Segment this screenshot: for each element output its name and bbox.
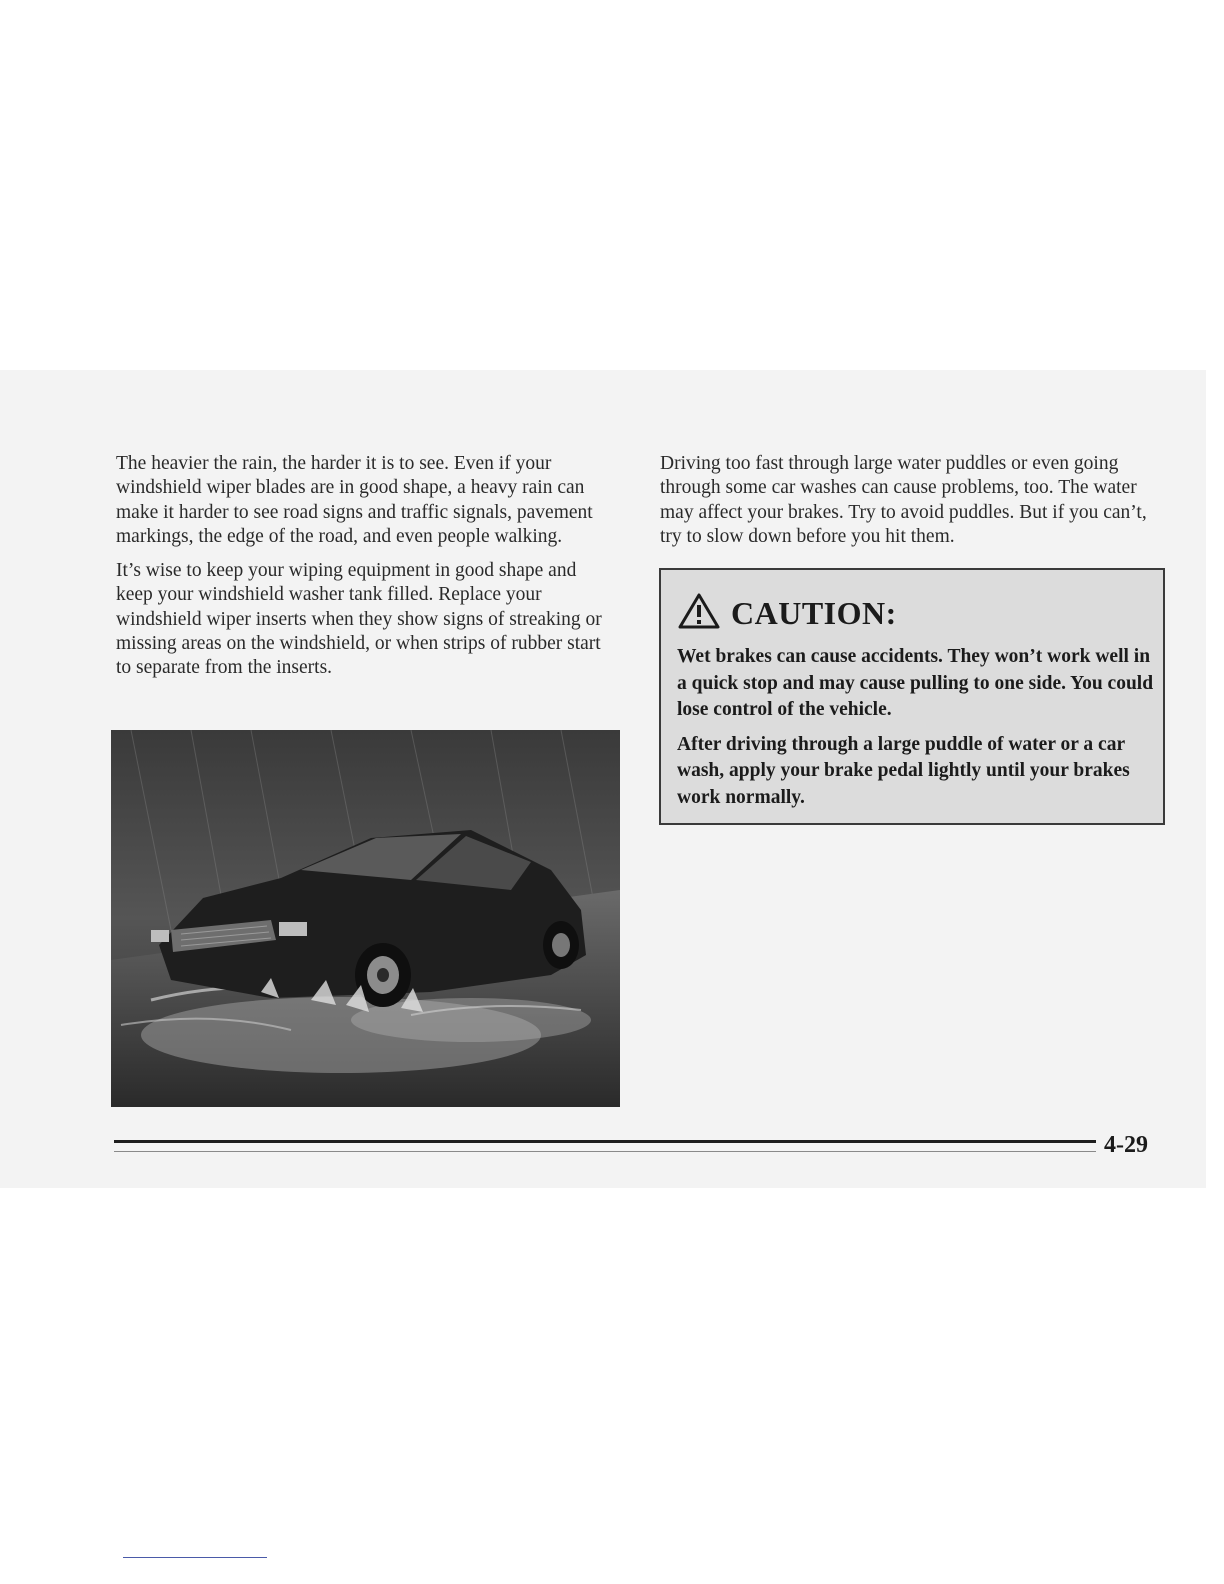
caution-body [677, 644, 1157, 819]
wiper-maintenance-paragraph: It’s wise to keep your wiping equipment in good shape and keep your windshield washer tank filled. Replace your windshield wiper inserts when they show signs of streaking or missing areas on the windshield, or when strips of rubber start to separate from the inserts. [116, 560, 602, 679]
bottom-divider [123, 1557, 267, 1558]
car-puddle-illustration [111, 730, 620, 1107]
caution-paragraph: Wet brakes can cause accidents. They won’t work well in a quick stop and may cause pulling to one side. You could lose control of the vehicle. [677, 646, 1154, 720]
caution-box [659, 568, 1165, 825]
right-column [660, 452, 1172, 559]
footer-rule [114, 1151, 1096, 1152]
footer-rule [114, 1140, 1096, 1143]
warning-triangle-icon [677, 592, 721, 635]
page-number: 4-29 [1104, 1132, 1148, 1158]
puddle-driving-paragraph: Driving too fast through large water puddles or even going through some car washes can cause problems, too. The water may affect your brakes. Try to avoid puddles. But if you can’t, try to slow down before you hit them. [660, 453, 1147, 547]
rain-visibility-paragraph: The heavier the rain, the harder it is to see. Even if your windshield wiper blades are in good shape, a heavy rain can make it harder to see road signs and traffic signals, pavement markings, the edge of the road, and even people walking. [116, 453, 593, 547]
caution-paragraph: After driving through a large puddle of water or a car wash, apply your brake pedal lightly until your brakes work normally. [677, 733, 1130, 808]
caution-header [677, 592, 897, 635]
caution-title: CAUTION: [731, 595, 897, 631]
left-column [116, 452, 616, 691]
